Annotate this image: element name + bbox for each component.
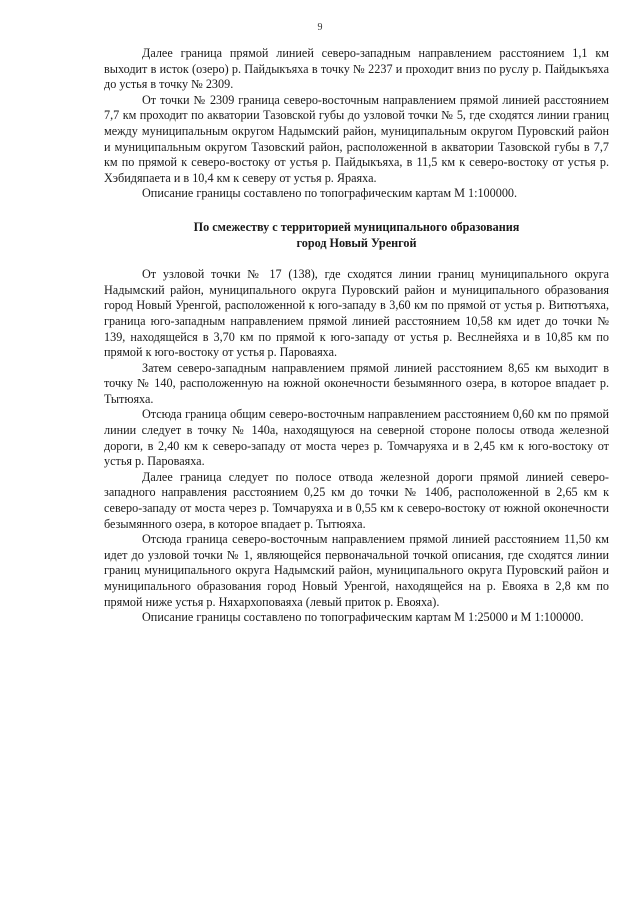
paragraph: Отсюда граница общим северо-восточным направлением расстоянием 0,60 км по прямой линии следует в точку № 140а, находящуюся на северной стороне полосы отвода железной дороги, в 2,40 км к северо-западу от моста через р. Томчаруяха и в 2,45 км к юго-востоку от устья р. Пароваяха. <box>104 407 609 469</box>
paragraph: Затем северо-западным направлением прямой линией расстоянием 8,65 км выходит в точку № 140, расположенную на южной оконечности безымянного озера, в которое впадает р. Тытюяха. <box>104 360 609 406</box>
paragraph: Описание границы составлено по топографическим картам М 1:100000. <box>142 186 518 201</box>
paragraph: Далее граница следует по полосе отвода железной дороги прямой линией северо-западного направления расстоянием 0,25 км до точки № 140б, расположенной в 2,65 км к северо-западу от моста через р. Томчаруяха и в 0,55 км к северо-востоку от южной оконечности безымянного озера, в которое впадает р. Тытюяха. <box>104 469 609 531</box>
paragraph: От точки № 2309 граница северо-восточным направлением прямой линией расстоянием 7,7 км проходит по акватории Тазовской губы до узловой точки № 5, где сходятся линии границ между муниципальным округом Надымский район, муниципальным округом Пуровский район и муниципальным округом Тазовский район, расположенной в акватории Тазовской губы в 7,7 км по прямой к северо-востоку от устья р. Пайдыкъяха, в 11,5 км к северо-востоку от устья р. Хэбидяпаета и в 10,4 км к северу от устья р. Яраяха. <box>104 92 609 185</box>
document-body <box>104 46 609 626</box>
section-heading-line: По смежеству с территорией муниципального образования <box>193 219 520 234</box>
paragraph: Далее граница прямой линией северо-западным направлением расстоянием 1,1 км выходит в исток (озеро) р. Пайдыкъяха в точку № 2237 и проходит вниз по руслу р. Пайдыкъяха до устья в точку № 2309. <box>104 46 609 92</box>
section-heading <box>104 220 609 251</box>
section-heading-line: город Новый Уренгой <box>296 235 417 250</box>
paragraph: Отсюда граница северо-восточным направлением прямой линией расстоянием 11,50 км идет до узловой точки № 1, являющейся первоначальной точкой описания, где сходятся линии границ муниципального округа Надымский район, муниципального округа Пуровский район и муниципального образования город Новый Уренгой, находящейся на р. Евояха в 2,8 км по прямой ниже устья р. Няхархоповаяха (левый приток р. Евояха). <box>104 532 609 609</box>
paragraph: Описание границы составлено по топографическим картам М 1:25000 и М 1:100000. <box>142 610 584 625</box>
paragraph: От узловой точки № 17 (138), где сходятся линии границ муниципального округа Надымский район, муниципального округа Пуровский район и муниципального образования город Новый Уренгой, расположенной к юго-западу в 3,60 км по прямой от устья р. Витютъяха, граница юго-западным направлением прямой линией расстоянием 10,58 км идет до точки № 139, находящейся в 3,70 км по прямой к юго-западу от устья р. Веслнейяха и в 10,85 км по прямой к юго-востоку от устья р. Пароваяха. <box>104 267 609 360</box>
page-number: 9 <box>317 22 323 33</box>
